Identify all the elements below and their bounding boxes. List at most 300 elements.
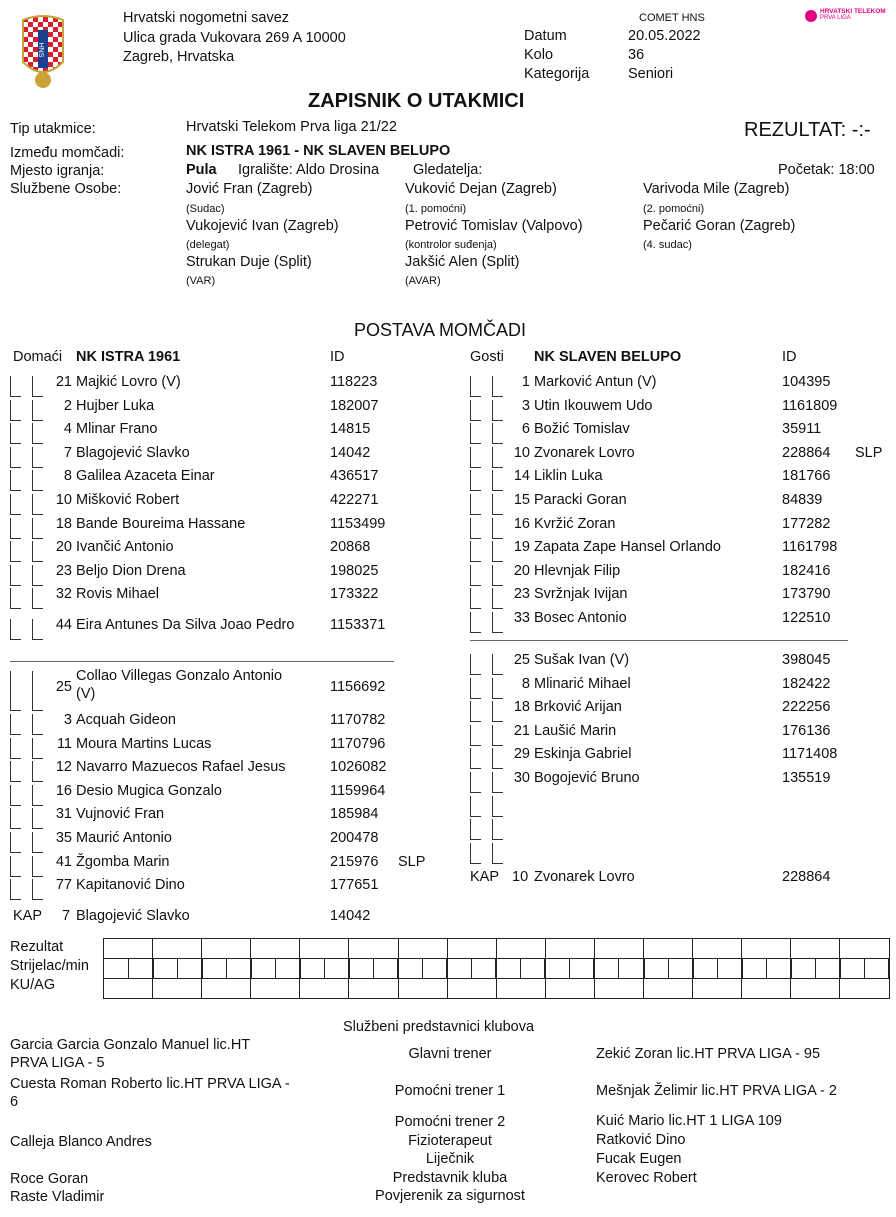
official-role: (2. pomoćni) <box>643 203 705 215</box>
score-cell[interactable] <box>398 939 447 959</box>
score-cell[interactable] <box>374 959 399 979</box>
player-name: Acquah Gideon <box>76 712 176 728</box>
officials-label: Službene Osobe: <box>10 181 122 197</box>
place-label: Mjesto igranja: <box>10 163 105 179</box>
official-name: Pečarić Goran (Zagreb) <box>643 218 796 234</box>
player-name: Kapitanović Dino <box>76 877 185 894</box>
official-role: (Sudac) <box>186 203 225 215</box>
score-cell[interactable] <box>668 959 693 979</box>
score-cell[interactable] <box>275 959 300 979</box>
page-title: ZAPISNIK O UTAKMICI <box>308 90 525 112</box>
home-team-name: NK ISTRA 1961 <box>76 349 181 365</box>
player-name: Moura Martins Lucas <box>76 735 212 752</box>
player-number: 33 <box>513 610 530 626</box>
player-checkbox[interactable] <box>32 494 43 515</box>
player-id: 14042 <box>330 444 371 461</box>
score-cell[interactable] <box>177 959 202 979</box>
player-checkbox[interactable] <box>492 588 503 609</box>
player-checkbox[interactable] <box>492 748 503 769</box>
player-id: 200478 <box>330 830 379 846</box>
player-id: 84839 <box>782 492 823 508</box>
player-id: 1161809 <box>782 397 838 414</box>
player-checkbox[interactable] <box>470 612 481 633</box>
org-address: Ulica grada Vukovara 269 A 10000 <box>123 30 346 46</box>
score-cell[interactable] <box>545 979 594 999</box>
player-id: 182416 <box>782 562 831 579</box>
player-checkbox[interactable] <box>470 447 481 468</box>
score-cell[interactable] <box>349 979 398 999</box>
away-team-name: NK SLAVEN BELUPO <box>534 349 682 365</box>
score-cell[interactable] <box>742 939 791 959</box>
player-checkbox[interactable] <box>492 772 503 793</box>
player-id: 1171408 <box>782 746 838 763</box>
player-id: 222256 <box>782 699 831 716</box>
player-id: 122510 <box>782 610 831 626</box>
player-checkbox[interactable] <box>32 832 43 853</box>
home-captain-id: 14042 <box>330 908 371 924</box>
score-cell[interactable] <box>545 959 570 979</box>
score-cell[interactable] <box>840 979 889 999</box>
score-cell[interactable] <box>693 959 718 979</box>
score-cell[interactable] <box>496 939 545 959</box>
player-checkbox[interactable] <box>492 400 503 421</box>
league-logo <box>803 8 889 24</box>
score-cell[interactable] <box>349 939 398 959</box>
venue: Igralište: Aldo Drosina <box>238 162 380 178</box>
score-grid-row <box>104 959 890 979</box>
score-cell[interactable] <box>300 939 349 959</box>
player-number: 44 <box>55 617 72 633</box>
player-checkbox[interactable] <box>470 494 481 515</box>
score-cell[interactable] <box>619 959 644 979</box>
player-id: 1153371 <box>330 617 386 633</box>
player-id: 1026082 <box>330 759 387 776</box>
player-checkbox[interactable] <box>10 808 21 829</box>
score-cell[interactable] <box>447 939 496 959</box>
player-number: 6 <box>521 421 530 438</box>
player-checkbox[interactable] <box>32 470 43 491</box>
kickoff-time: Početak: 18:00 <box>778 162 875 178</box>
player-note: SLP <box>398 853 426 870</box>
player-id: 1153499 <box>330 515 386 532</box>
player-checkbox[interactable] <box>32 785 43 806</box>
player-name: Laušić Marin <box>534 722 617 739</box>
away-staff-member: Mešnjak Želimir lic.HT PRVA LIGA - 2 <box>596 1083 837 1099</box>
player-number: 31 <box>55 806 72 823</box>
player-name: Ivančić Antonio <box>76 539 174 556</box>
player-id: 436517 <box>330 468 379 485</box>
player-checkbox[interactable] <box>492 541 503 562</box>
player-number: 25 <box>55 679 72 695</box>
player-checkbox[interactable] <box>32 376 43 397</box>
teams-value: NK ISTRA 1961 - NK SLAVEN BELUPO <box>186 143 451 159</box>
player-checkbox[interactable] <box>470 423 481 444</box>
away-captain-id: 228864 <box>782 869 831 885</box>
player-id: 398045 <box>782 652 831 668</box>
score-cell[interactable] <box>496 959 521 979</box>
player-checkbox[interactable] <box>470 518 481 539</box>
league-logo-text-2: PRVA LIGA <box>820 15 851 21</box>
player-checkbox[interactable] <box>10 671 21 711</box>
cards-row-label: KU/AG <box>10 977 56 993</box>
player-id: 1170782 <box>330 712 386 728</box>
player-checkbox[interactable] <box>32 856 43 877</box>
player-checkbox[interactable] <box>32 423 43 444</box>
player-number: 11 <box>56 735 72 752</box>
player-checkbox[interactable] <box>470 748 481 769</box>
score-cell[interactable] <box>742 959 767 979</box>
player-number: 16 <box>513 515 530 532</box>
player-id: 182007 <box>330 397 379 414</box>
score-cell[interactable] <box>644 959 669 979</box>
player-id: 1156692 <box>330 679 386 695</box>
home-staff-member: Raste Vladimir <box>10 1189 105 1205</box>
player-id: 1170796 <box>330 735 386 752</box>
player-name: Svržnjak Ivijan <box>534 586 628 603</box>
player-checkbox[interactable] <box>32 761 43 782</box>
player-checkbox[interactable] <box>492 423 503 444</box>
org-city: Zagreb, Hrvatska <box>123 49 235 65</box>
player-checkbox[interactable] <box>32 879 43 900</box>
score-cell[interactable] <box>300 959 325 979</box>
home-staff-member: Roce Goran <box>10 1171 89 1187</box>
official-role: (kontrolor suđenja) <box>405 239 497 251</box>
player-name: Božić Tomislav <box>534 421 630 438</box>
score-grid-row <box>104 979 890 999</box>
away-staff-member: Kerovec Robert <box>596 1170 697 1186</box>
score-cell[interactable] <box>594 939 643 959</box>
player-name: Mlinar Frano <box>76 421 158 438</box>
player-checkbox[interactable] <box>32 808 43 829</box>
player-number: 16 <box>55 782 72 799</box>
player-checkbox[interactable] <box>470 678 481 699</box>
player-checkbox[interactable] <box>10 494 21 515</box>
official-name: Vukojević Ivan (Zagreb) <box>186 218 339 234</box>
player-id: 215976 <box>330 853 379 870</box>
score-cell[interactable] <box>398 979 447 999</box>
official-role: (delegat) <box>186 239 230 251</box>
player-checkbox[interactable] <box>470 400 481 421</box>
player-name: Rovis Mihael <box>76 586 159 603</box>
player-checkbox[interactable] <box>470 654 481 675</box>
player-checkbox[interactable] <box>492 819 503 840</box>
player-number: 19 <box>513 539 530 556</box>
player-number: 15 <box>513 492 530 508</box>
player-name: Paracki Goran <box>534 492 627 508</box>
player-checkbox[interactable] <box>470 376 481 397</box>
round-value: 36 <box>628 47 645 63</box>
player-checkbox[interactable] <box>492 796 503 817</box>
player-name: Utin Ikouwem Udo <box>534 397 653 414</box>
player-checkbox[interactable] <box>492 654 503 675</box>
score-cell[interactable] <box>104 939 153 959</box>
player-name-continued: (V) <box>76 686 96 702</box>
score-cell[interactable] <box>202 959 227 979</box>
player-name: Sušak Ivan (V) <box>534 652 630 668</box>
player-checkbox[interactable] <box>492 565 503 586</box>
score-cell[interactable] <box>815 959 840 979</box>
player-name: Maurić Antonio <box>76 830 172 846</box>
player-checkbox[interactable] <box>10 518 21 539</box>
org-name: Hrvatski nogometni savez <box>123 10 290 26</box>
score-cell[interactable] <box>447 959 472 979</box>
player-name: Desio Mugica Gonzalo <box>76 782 222 799</box>
player-checkbox[interactable] <box>492 701 503 722</box>
staff-role: Predstavnik kluba <box>392 1170 508 1186</box>
player-checkbox[interactable] <box>492 612 503 633</box>
player-checkbox[interactable] <box>10 541 21 562</box>
player-name: Bogojević Bruno <box>534 770 640 786</box>
score-cell[interactable] <box>644 939 693 959</box>
score-cell[interactable] <box>349 959 374 979</box>
score-cell[interactable] <box>693 979 742 999</box>
away-staff-member: Ratković Dino <box>596 1132 686 1148</box>
score-cell[interactable] <box>251 939 300 959</box>
score-cell[interactable] <box>153 959 178 979</box>
score-grid <box>103 938 890 999</box>
player-number: 35 <box>55 830 72 846</box>
home-side-label: Domaći <box>13 349 63 365</box>
score-cell[interactable] <box>104 979 153 999</box>
player-checkbox[interactable] <box>492 470 503 491</box>
player-id: 104395 <box>782 374 831 390</box>
away-subs-separator <box>470 640 848 641</box>
player-checkbox[interactable] <box>32 738 43 759</box>
score-cell[interactable] <box>423 959 448 979</box>
player-number: 20 <box>55 539 72 556</box>
player-id: 1159964 <box>330 782 386 799</box>
lineup-title: POSTAVA MOMČADI <box>354 320 527 340</box>
player-name: Vujnović Fran <box>76 806 165 823</box>
player-checkbox[interactable] <box>32 447 43 468</box>
player-id: 118223 <box>330 374 378 390</box>
staff-role: Liječnik <box>425 1151 475 1167</box>
player-id: 198025 <box>330 562 379 579</box>
player-checkbox[interactable] <box>470 819 481 840</box>
score-cell[interactable] <box>153 939 202 959</box>
player-number: 2 <box>63 397 72 414</box>
score-cell[interactable] <box>644 979 693 999</box>
player-number: 4 <box>63 421 72 438</box>
player-checkbox[interactable] <box>10 738 21 759</box>
player-checkbox[interactable] <box>32 518 43 539</box>
player-checkbox[interactable] <box>470 588 481 609</box>
player-checkbox[interactable] <box>10 761 21 782</box>
away-captain-name: Zvonarek Lovro <box>534 869 635 885</box>
player-id: 173790 <box>782 586 831 603</box>
player-checkbox[interactable] <box>492 678 503 699</box>
player-id: 422271 <box>330 492 379 508</box>
player-note: SLP <box>855 444 883 461</box>
score-cell[interactable] <box>324 959 349 979</box>
player-number: 3 <box>63 712 72 728</box>
score-cell[interactable] <box>717 959 742 979</box>
player-checkbox[interactable] <box>10 447 21 468</box>
score-cell[interactable] <box>864 959 889 979</box>
player-name: Mlinarić Mihael <box>534 675 631 692</box>
staff-title: Službeni predstavnici klubova <box>343 1019 535 1035</box>
player-checkbox[interactable] <box>32 714 43 735</box>
player-checkbox[interactable] <box>492 725 503 746</box>
player-number: 1 <box>521 374 530 390</box>
player-checkbox[interactable] <box>10 619 21 640</box>
player-name: Collao Villegas Gonzalo Antonio <box>76 668 283 684</box>
player-number: 3 <box>521 397 530 414</box>
score-cell[interactable] <box>840 959 865 979</box>
scorer-row-label: Strijelac/min <box>10 958 89 974</box>
official-role: (AVAR) <box>405 275 441 287</box>
official-name: Jakšić Alen (Split) <box>405 254 520 270</box>
player-number: 32 <box>55 586 72 603</box>
home-staff-member: Cuesta Roman Roberto lic.HT PRVA LIGA - 6 <box>10 1076 290 1110</box>
player-name: Brković Arijan <box>534 699 622 716</box>
score-cell[interactable] <box>766 959 791 979</box>
player-checkbox[interactable] <box>10 832 21 853</box>
player-checkbox[interactable] <box>470 725 481 746</box>
player-checkbox[interactable] <box>470 541 481 562</box>
score-cell[interactable] <box>570 959 595 979</box>
player-name: Galilea Azaceta Einar <box>76 468 215 485</box>
place-value: Pula <box>186 162 217 178</box>
crest-text: HNS <box>37 42 44 58</box>
player-checkbox[interactable] <box>32 671 43 711</box>
away-captain-number: 10 <box>512 869 529 885</box>
player-number: 20 <box>513 562 530 579</box>
player-checkbox[interactable] <box>470 470 481 491</box>
player-number: 14 <box>513 468 530 485</box>
player-number: 7 <box>63 444 72 461</box>
player-id: 173322 <box>330 586 379 603</box>
player-id: 182422 <box>782 675 831 692</box>
player-id: 1161798 <box>782 539 838 556</box>
category-label: Kategorija <box>524 66 590 82</box>
player-checkbox[interactable] <box>32 588 43 609</box>
official-name: Petrović Tomislav (Valpovo) <box>405 218 583 234</box>
home-id-header: ID <box>330 349 345 365</box>
score-cell[interactable] <box>251 959 276 979</box>
player-number: 18 <box>55 515 72 532</box>
player-checkbox[interactable] <box>492 494 503 515</box>
player-name: Žgomba Marin <box>76 853 170 870</box>
player-name: Liklin Luka <box>534 468 603 485</box>
player-number: 21 <box>55 374 72 390</box>
player-id: 35911 <box>782 421 822 438</box>
player-checkbox[interactable] <box>32 565 43 586</box>
score-cell[interactable] <box>791 939 840 959</box>
player-checkbox[interactable] <box>10 856 21 877</box>
score-cell[interactable] <box>791 979 840 999</box>
player-checkbox[interactable] <box>470 701 481 722</box>
official-role: (4. sudac) <box>643 239 692 251</box>
player-name: Zapata Zape Hansel Orlando <box>534 539 721 556</box>
player-checkbox[interactable] <box>470 565 481 586</box>
player-checkbox[interactable] <box>32 541 43 562</box>
player-name: Blagojević Slavko <box>76 444 190 461</box>
staff-role: Pomoćni trener 2 <box>394 1114 506 1130</box>
player-id: 185984 <box>330 806 379 823</box>
player-checkbox[interactable] <box>10 785 21 806</box>
player-id: 135519 <box>782 770 831 786</box>
player-name: Eira Antunes Da Silva Joao Pedro <box>76 617 295 633</box>
player-number: 12 <box>55 759 72 776</box>
player-checkbox[interactable] <box>10 376 21 397</box>
score-cell[interactable] <box>447 979 496 999</box>
round-label: Kolo <box>524 47 554 63</box>
player-id: 177282 <box>782 515 831 532</box>
score-cell[interactable] <box>545 939 594 959</box>
player-number: 25 <box>513 652 530 668</box>
player-checkbox[interactable] <box>492 518 503 539</box>
score-cell[interactable] <box>472 959 497 979</box>
score-cell[interactable] <box>300 979 349 999</box>
player-checkbox[interactable] <box>492 447 503 468</box>
score-cell[interactable] <box>594 959 619 979</box>
player-number: 8 <box>63 468 72 485</box>
away-staff-member: Kuić Mario lic.HT 1 LIGA 109 <box>596 1113 782 1129</box>
score-cell[interactable] <box>153 979 202 999</box>
player-name: Zvonarek Lovro <box>534 444 635 461</box>
score-cell[interactable] <box>791 959 816 979</box>
score-cell[interactable] <box>496 979 545 999</box>
player-name: Marković Antun (V) <box>534 374 657 390</box>
player-id: 176136 <box>782 722 831 739</box>
score-cell[interactable] <box>398 959 423 979</box>
player-checkbox[interactable] <box>32 619 43 640</box>
player-checkbox[interactable] <box>492 843 503 864</box>
score-cell[interactable] <box>840 939 889 959</box>
home-subs-separator <box>10 661 394 662</box>
player-number: 10 <box>513 444 530 461</box>
player-id: 181766 <box>782 468 831 485</box>
player-name: Kvržić Zoran <box>534 515 616 532</box>
player-checkbox[interactable] <box>10 400 21 421</box>
score-cell[interactable] <box>742 979 791 999</box>
score-cell[interactable] <box>226 959 251 979</box>
player-name: Navarro Mazuecos Rafael Jesus <box>76 759 286 776</box>
player-checkbox[interactable] <box>470 796 481 817</box>
player-name: Beljo Dion Drena <box>76 562 186 579</box>
player-checkbox[interactable] <box>470 772 481 793</box>
player-checkbox[interactable] <box>10 565 21 586</box>
score-cell[interactable] <box>128 959 153 979</box>
player-number: 8 <box>521 675 530 692</box>
player-checkbox[interactable] <box>492 376 503 397</box>
score-cell[interactable] <box>521 959 546 979</box>
player-name: Mišković Robert <box>76 492 180 508</box>
player-checkbox[interactable] <box>10 714 21 735</box>
player-checkbox[interactable] <box>10 588 21 609</box>
score-cell[interactable] <box>202 979 251 999</box>
player-name: Bosec Antonio <box>534 610 627 626</box>
score-cell[interactable] <box>251 979 300 999</box>
score-cell[interactable] <box>202 939 251 959</box>
official-name: Vuković Dejan (Zagreb) <box>405 181 557 197</box>
away-id-header: ID <box>782 349 797 365</box>
player-id: 14815 <box>330 421 371 438</box>
player-checkbox[interactable] <box>470 843 481 864</box>
away-side-label: Gosti <box>470 349 504 365</box>
score-cell[interactable] <box>594 979 643 999</box>
league-logo-text-1: HRVATSKI TELEKOM <box>820 8 886 15</box>
score-cell[interactable] <box>104 959 129 979</box>
player-checkbox[interactable] <box>10 879 21 900</box>
player-checkbox[interactable] <box>32 400 43 421</box>
away-captain-label: KAP <box>470 869 500 885</box>
player-checkbox[interactable] <box>10 423 21 444</box>
score-cell[interactable] <box>693 939 742 959</box>
player-checkbox[interactable] <box>10 470 21 491</box>
player-number: 23 <box>513 586 530 603</box>
